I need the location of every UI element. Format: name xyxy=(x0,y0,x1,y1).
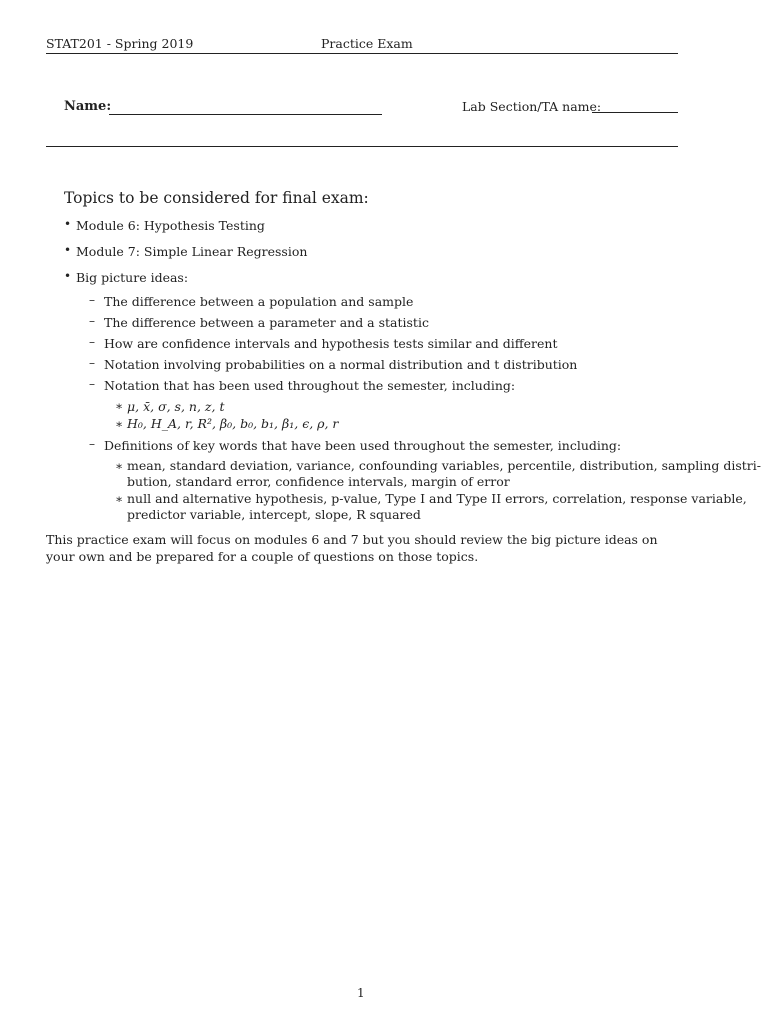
header-course: STAT201 - Spring 2019 xyxy=(46,36,194,51)
big-picture-item: Definitions of key words that have been used throughout the semester, including: xyxy=(104,438,622,453)
page-number: 1 xyxy=(357,986,365,1000)
star-mark: ∗ xyxy=(115,459,124,473)
topics-title: Topics to be considered for final exam: xyxy=(64,189,369,207)
definition-line: bution, standard error, confidence intervals, margin of error xyxy=(127,474,510,489)
notation-item: H₀, H_A, r, R², β₀, b₀, b₁, β₁, ϵ, ρ, r xyxy=(127,416,339,431)
star-mark: ∗ xyxy=(115,417,124,431)
form-rule xyxy=(46,146,678,147)
dash-mark: – xyxy=(89,356,95,370)
big-picture-item: Notation that has been used throughout the semester, including: xyxy=(104,378,516,393)
lab-section-label: Lab Section/TA name: xyxy=(462,99,602,114)
big-picture-item: Notation involving probabilities on a normal distribution and t distribution xyxy=(104,357,578,372)
star-mark: ∗ xyxy=(115,399,124,413)
dash-mark: – xyxy=(89,335,95,349)
bullet-mark: • xyxy=(64,217,72,231)
topic-item: Module 7: Simple Linear Regression xyxy=(76,244,308,259)
topic-item: Big picture ideas: xyxy=(76,270,189,285)
dash-mark: – xyxy=(89,314,95,328)
definition-line: mean, standard deviation, variance, confounding variables, percentile, distribution, sampling distri- xyxy=(127,458,761,473)
notation-item: μ, x̄, σ, s, n, z, t xyxy=(127,399,225,414)
dash-mark: – xyxy=(89,377,95,391)
big-picture-item: The difference between a parameter and a statistic xyxy=(104,315,429,330)
bullet-mark: • xyxy=(64,269,72,283)
bullet-mark: • xyxy=(64,243,72,257)
header-rule xyxy=(46,53,678,54)
lab-section-field-line xyxy=(592,112,678,113)
definition-line: predictor variable, intercept, slope, R squared xyxy=(127,507,421,522)
dash-mark: – xyxy=(89,293,95,307)
big-picture-item: How are confidence intervals and hypothesis tests similar and different xyxy=(104,336,558,351)
closing-paragraph: This practice exam will focus on modules 6 and 7 but you should review the big picture ideas on your own and be prepared for a couple of questions on those topics. xyxy=(46,532,658,564)
dash-mark: – xyxy=(89,437,95,451)
definition-line: null and alternative hypothesis, p-value, Type I and Type II errors, correlation, response variable, xyxy=(127,491,747,506)
name-field-line xyxy=(109,114,382,115)
header-title: Practice Exam xyxy=(321,36,413,51)
topic-item: Module 6: Hypothesis Testing xyxy=(76,218,265,233)
star-mark: ∗ xyxy=(115,492,124,506)
big-picture-item: The difference between a population and sample xyxy=(104,294,414,309)
name-label: Name: xyxy=(64,99,112,114)
